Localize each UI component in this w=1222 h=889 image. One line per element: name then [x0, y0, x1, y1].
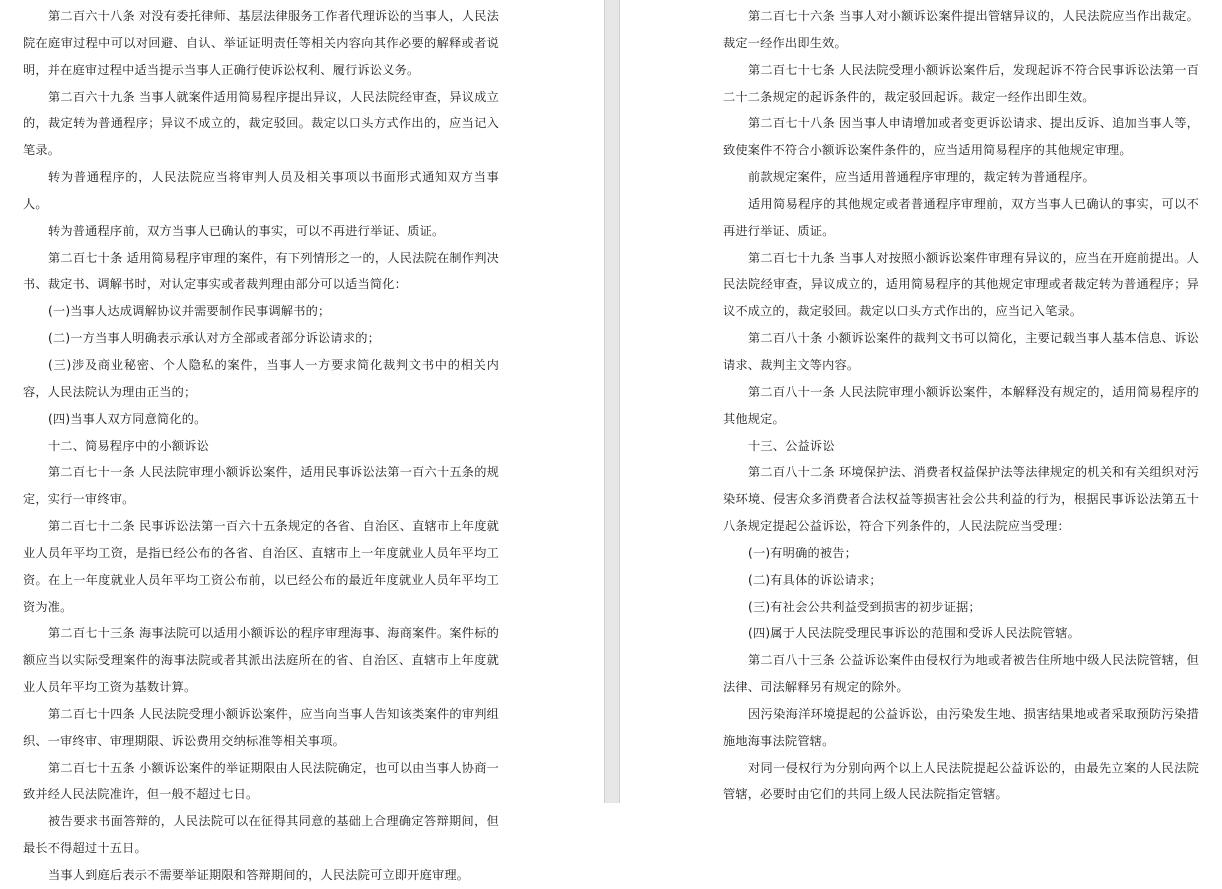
paragraph: 第二百七十二条 民事诉讼法第一百六十五条规定的各省、自治区、直辖市上年度就业人员年平均工资，是指已经公布的各省、自治区、直辖市上一年度就业人员年平均工资。在上一年度就业人员年平均工资公布前，以已经公布的最近年度就业人员年平均工资为准。 — [23, 519, 499, 614]
list-item: (二)一方当事人明确表示承认对方全部或者部分诉讼请求的； — [48, 331, 380, 346]
list-item: (三)有社会公共利益受到损害的初步证据； — [748, 599, 981, 614]
paragraph: 第二百六十九条 当事人就案件适用简易程序提出异议，人民法院经审查，异议成立的，裁定转为普通程序；异议不成立的，裁定驳回。裁定以口头方式作出的，应当记入笔录。 — [23, 89, 499, 158]
list-item: (四)属于人民法院受理民事诉讼的范围和受诉人民法院管辖。 — [748, 626, 1080, 641]
paragraph: 因污染海洋环境提起的公益诉讼，由污染发生地、损害结果地或者采取预防污染措施地海事法院管辖。 — [723, 706, 1199, 748]
list-item: (一)当事人达成调解协议并需要制作民事调解书的； — [48, 304, 331, 319]
list-item: (四)当事人双方同意简化的。 — [48, 411, 207, 426]
paragraph: 第二百七十三条 海事法院可以适用小额诉讼的程序审理海事、海商案件。案件标的额应当以实际受理案件的海事法院或者其派出法庭所在的省、自治区、直辖市上年度就业人员年平均工资为基数计算。 — [23, 626, 499, 695]
paragraph: 第二百六十八条 对没有委托律师、基层法律服务工作者代理诉讼的当事人，人民法院在庭审过程中可以对回避、自认、举证证明责任等相关内容向其作必要的解释或者说明，并在庭审过程中适当提示当事人正确行使诉讼权利、履行诉讼义务。 — [23, 9, 499, 77]
list-item: (三)涉及商业秘密、个人隐私的案件，当事人一方要求简化裁判文书中的相关内容，人民法院认为理由正当的； — [23, 357, 499, 399]
page-text-right[interactable] — [723, 3, 1199, 808]
paragraph: 第二百八十一条 人民法院审理小额诉讼案件，本解释没有规定的，适用简易程序的其他规定。 — [723, 384, 1199, 426]
paragraph: 第二百七十六条 当事人对小额诉讼案件提出管辖异议的，人民法院应当作出裁定。裁定一经作出即生效。 — [723, 9, 1199, 50]
page-gutter — [604, 0, 620, 803]
paragraph: 前款规定案件，应当适用普通程序审理的，裁定转为普通程序。 — [748, 170, 1095, 185]
paragraph: 转为普通程序的，人民法院应当将审判人员及相关事项以书面形式通知双方当事人。 — [23, 170, 499, 211]
list-item: (二)有具体的诉讼请求； — [748, 572, 882, 587]
paragraph: 被告要求书面答辩的，人民法院可以在征得其同意的基础上合理确定答辩期间，但最长不得超过十五日。 — [23, 814, 499, 856]
section-heading: 十二、简易程序中的小额诉讼 — [48, 438, 210, 453]
paragraph: 第二百八十条 小额诉讼案件的裁判文书可以简化，主要记载当事人基本信息、诉讼请求、裁判主文等内容。 — [723, 331, 1199, 372]
paragraph: 第二百七十条 适用简易程序审理的案件，有下列情形之一的，人民法院在制作判决书、裁定书、调解书时，对认定事实或者裁判理由部分可以适当简化： — [23, 250, 499, 292]
paragraph: 第二百七十七条 人民法院受理小额诉讼案件后，发现起诉不符合民事诉讼法第一百二十二条规定的起诉条件的，裁定驳回起诉。裁定一经作出即生效。 — [723, 62, 1199, 104]
paragraph: 第二百八十三条 公益诉讼案件由侵权行为地或者被告住所地中级人民法院管辖，但法律、司法解释另有规定的除外。 — [723, 653, 1199, 695]
paragraph: 第二百七十五条 小额诉讼案件的举证期限由人民法院确定，也可以由当事人协商一致并经人民法院准许，但一般不超过七日。 — [23, 760, 499, 802]
paragraph: 对同一侵权行为分别向两个以上人民法院提起公益诉讼的，由最先立案的人民法院管辖，必要时由它们的共同上级人民法院指定管辖。 — [723, 760, 1199, 802]
paragraph: 适用简易程序的其他规定或者普通程序审理前，双方当事人已确认的事实，可以不再进行举证、质证。 — [723, 196, 1199, 238]
paragraph: 当事人到庭后表示不需要举证期限和答辩期间的，人民法院可立即开庭审理。 — [48, 868, 470, 882]
list-item: (一)有明确的被告； — [748, 545, 858, 560]
paragraph: 第二百七十九条 当事人对按照小额诉讼案件审理有异议的，应当在开庭前提出。人民法院经审查，异议成立的，适用简易程序的其他规定审理或者裁定转为普通程序；异议不成立的，裁定驳回。裁定以口头方式作出的，应当记入笔录。 — [723, 250, 1199, 319]
paragraph: 第二百八十二条 环境保护法、消费者权益保护法等法律规定的机关和有关组织对污染环境、侵害众多消费者合法权益等损害社会公共利益的行为，根据民事诉讼法第五十八条规定提起公益诉讼，符合下列条件的，人民法院应当受理： — [723, 465, 1199, 534]
document-page-left — [0, 0, 604, 882]
section-heading: 十三、公益诉讼 — [748, 438, 835, 453]
document-page-right — [620, 0, 1222, 803]
paragraph: 转为普通程序前，双方当事人已确认的事实，可以不再进行举证、质证。 — [48, 223, 445, 238]
paragraph: 第二百七十八条 因当事人申请增加或者变更诉讼请求、提出反诉、追加当事人等，致使案件不符合小额诉讼案件条件的，应当适用简易程序的其他规定审理。 — [723, 116, 1199, 158]
paragraph: 第二百七十四条 人民法院受理小额诉讼案件，应当向当事人告知该类案件的审判组织、一审终审、审理期限、诉讼费用交纳标准等相关事项。 — [23, 706, 499, 748]
paragraph: 第二百七十一条 人民法院审理小额诉讼案件，适用民事诉讼法第一百六十五条的规定，实行一审终审。 — [23, 465, 499, 507]
page-text-left[interactable] — [23, 3, 499, 889]
